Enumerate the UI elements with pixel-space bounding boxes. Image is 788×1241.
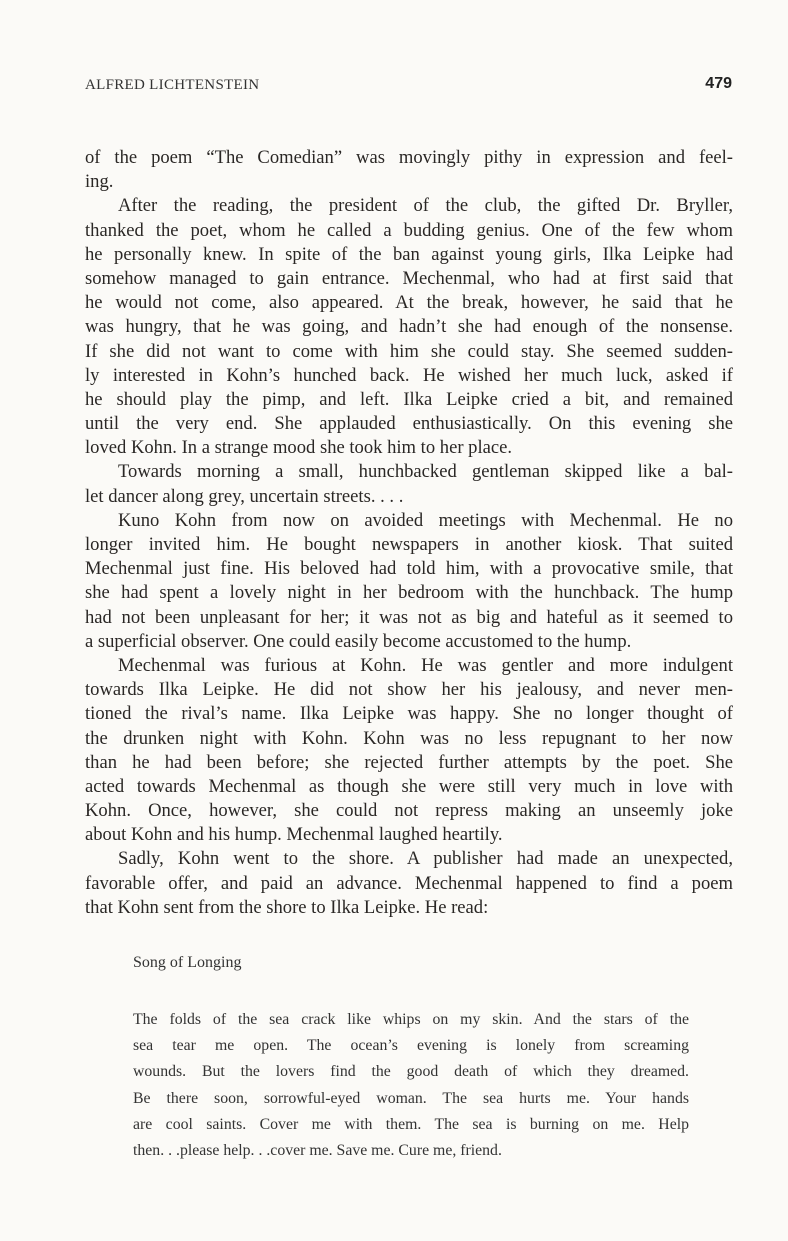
text-line: somehow managed to gain entrance. Mechenmal, who had at first said that <box>85 267 733 289</box>
text-line: Kohn. Once, however, she could not repress making an unseemly joke <box>85 800 733 822</box>
text-line: he personally knew. In spite of the ban against young girls, Ilka Leipke had <box>85 243 733 265</box>
text-line: than he had been before; she rejected further attempts by the poet. She <box>85 751 733 773</box>
poem-line: are cool saints. Cover me with them. The sea is burning on me. Help <box>133 1115 689 1133</box>
text-line: favorable offer, and paid an advance. Mechenmal happened to find a poem <box>85 872 733 894</box>
text-line: towards Ilka Leipke. He did not show her his jealousy, and never men- <box>85 679 733 701</box>
text-line: about Kohn and his hump. Mechenmal laughed heartily. <box>85 824 503 846</box>
poem-line: sea tear me open. The ocean’s evening is lonely from screaming <box>133 1037 689 1055</box>
poem-line: wounds. But the lovers find the good death of which they dreamed. <box>133 1063 689 1081</box>
text-line: had not been unpleasant for her; it was not as big and hateful as it seemed to <box>85 606 733 628</box>
text-line: a superficial observer. One could easily become accustomed to the hump. <box>85 630 632 652</box>
text-line: Mechenmal just fine. His beloved had told him, with a provocative smile, that <box>85 558 733 580</box>
text-line: he should play the pimp, and left. Ilka Leipke cried a bit, and remained <box>85 388 733 410</box>
text-line: of the poem “The Comedian” was movingly pithy in expression and feel- <box>85 147 733 168</box>
text-line: acted towards Mechenmal as though she were still very much in love with <box>85 775 733 797</box>
text-line: loved Kohn. In a strange mood she took him to her place. <box>85 437 513 459</box>
text-line: until the very end. She applauded enthusiastically. On this evening she <box>85 413 733 435</box>
text-line: was hungry, that he was going, and hadn’t she had enough of the nonsense. <box>85 316 733 338</box>
page-number: 479 <box>705 75 732 92</box>
text-line: the drunken night with Kohn. Kohn was no less repugnant to her now <box>85 727 733 749</box>
running-head-title: ALFRED LICHTENSTEIN <box>85 77 260 93</box>
poem-line: The folds of the sea crack like whips on my skin. And the stars of the <box>133 1011 689 1028</box>
text-line: let dancer along grey, uncertain streets. . . . <box>85 485 404 507</box>
text-line: If she did not want to come with him she could stay. She seemed sudden- <box>85 340 733 362</box>
poem-text <box>133 1007 689 1164</box>
text-line: Sadly, Kohn went to the shore. A publisher had made an unexpected, <box>118 848 733 870</box>
text-line: After the reading, the president of the club, the gifted Dr. Bryller, <box>118 195 733 217</box>
text-line: Mechenmal was furious at Kohn. He was gentler and more indulgent <box>118 654 733 676</box>
text-line: ing. <box>85 171 114 193</box>
poem-title: Song of Longing <box>133 954 242 971</box>
text-line: Kuno Kohn from now on avoided meetings with Mechenmal. He no <box>118 509 733 531</box>
body-text <box>85 146 733 920</box>
text-line: she had spent a lovely night in her bedroom with the hunchback. The hump <box>85 582 733 604</box>
text-line: longer invited him. He bought newspapers in another kiosk. That suited <box>85 534 733 555</box>
poem-line: then. . .please help. . .cover me. Save me. Cure me, friend. <box>133 1141 502 1159</box>
text-line: that Kohn sent from the shore to Ilka Leipke. He read: <box>85 896 489 918</box>
text-line: he would not come, also appeared. At the break, however, he said that he <box>85 292 733 314</box>
text-line: Towards morning a small, hunchbacked gentleman skipped like a bal- <box>118 461 733 483</box>
text-line: ly interested in Kohn’s hunched back. He wished her much luck, asked if <box>85 364 733 386</box>
text-line: thanked the poet, whom he called a budding genius. One of the few whom <box>85 219 733 241</box>
text-line: tioned the rival’s name. Ilka Leipke was happy. She no longer thought of <box>85 703 733 725</box>
poem-line: Be there soon, sorrowful-eyed woman. The sea hurts me. Your hands <box>133 1089 689 1107</box>
